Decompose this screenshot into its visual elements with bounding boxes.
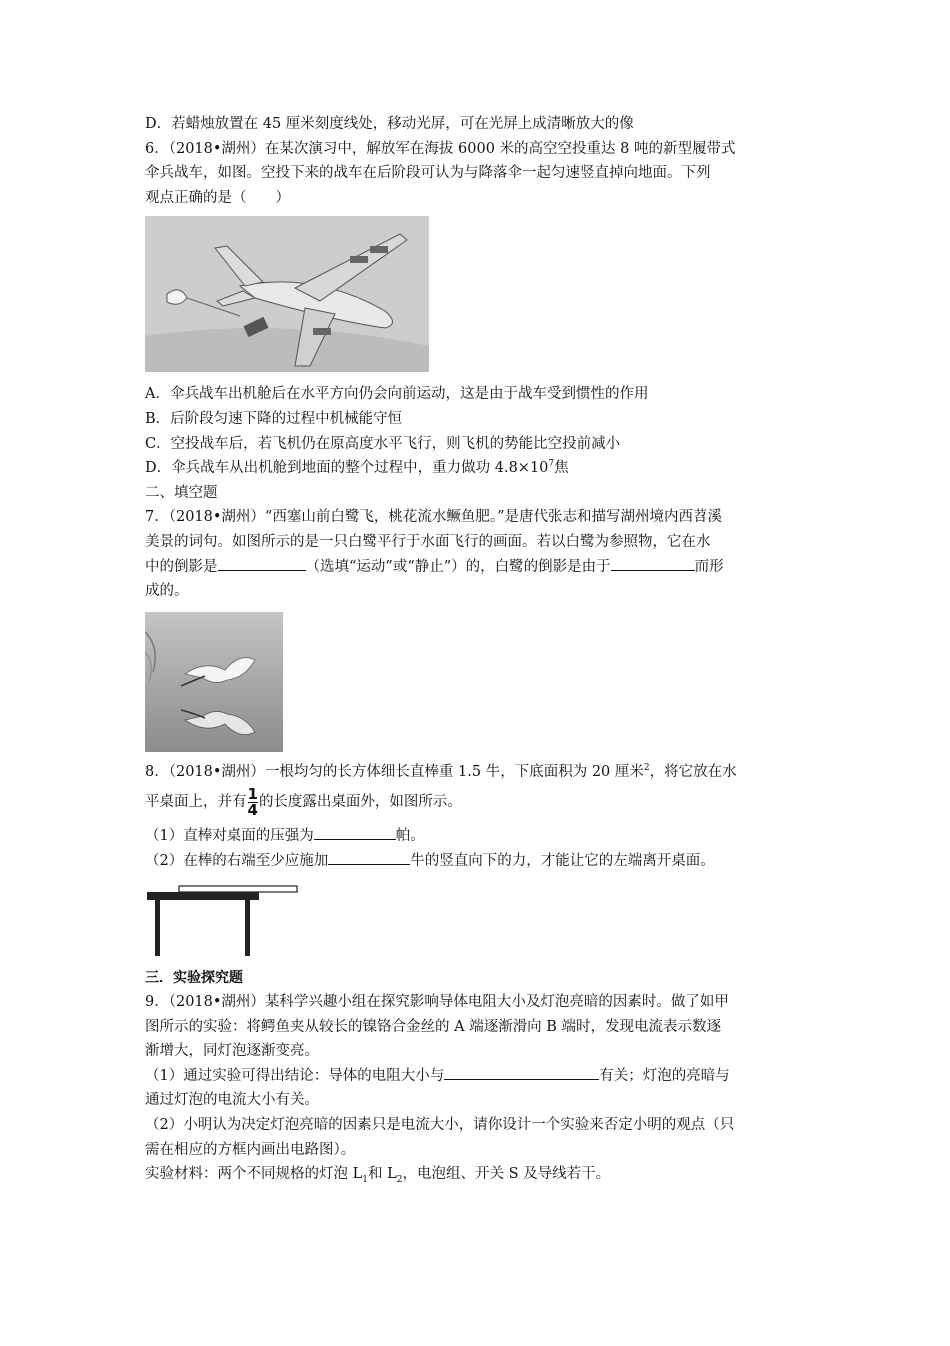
q9-stem-line3: 渐增大，同灯泡逐渐变亮。 bbox=[145, 1043, 319, 1060]
q9-stem-line2: 图所示的实验：将鳄鱼夹从较长的镍铬合金丝的 A 端逐渐滑向 B 端时，发现电流表示数逐 bbox=[145, 1018, 722, 1035]
q6-stem-line3: 观点正确的是（ ） bbox=[145, 189, 290, 206]
q6-option-b: B．后阶段匀速下降的过程中机械能守恒 bbox=[145, 410, 403, 427]
egret-illustration bbox=[145, 612, 283, 752]
airdrop-plane-photo bbox=[145, 216, 429, 372]
table-illustration bbox=[145, 884, 300, 958]
q5-option-d: D．若蜡烛放置在 45 厘米刻度线处，移动光屏，可在光屏上成清晰放大的像 bbox=[145, 116, 634, 132]
table-rod-diagram bbox=[145, 884, 300, 958]
q9-materials: 实验材料：两个不同规格的灯泡 $L_1$和 $L_2$，电泡组、开关 S 及导线若干。 bbox=[145, 1166, 611, 1186]
q7-stem-line2: 美景的词句。如图所示的是一只白鹭平行于水面飞行的画面。若以白鹭为参照物，它在水 bbox=[145, 533, 711, 550]
egret-photo bbox=[145, 612, 283, 752]
section-experiment: 三．实验探究题 bbox=[145, 969, 243, 986]
q6-stem-line1: 6．（2018•湖州）在某次演习中，解放军在海拔 6000 米的高空空投重达 8 吨的新型履带式 bbox=[145, 140, 736, 157]
q6-option-a: A．伞兵战车出机舱后在水平方向仍会向前运动，这是由于战车受到惯性的作用 bbox=[145, 386, 649, 403]
q9-sub2-line1: （2）小明认为决定灯泡亮暗的因素只是电流大小，请你设计一个实验来否定小明的观点（只 bbox=[145, 1117, 735, 1134]
q6-option-d: D．伞兵战车从出机舱到地面的整个过程中，重力做功 $4.8\times 10^7$焦 bbox=[145, 459, 569, 477]
q7-blank-1[interactable] bbox=[218, 556, 306, 571]
q8-sub1: （1）直棒对桌面的压强为 帕。 bbox=[145, 824, 810, 849]
q8-stem-line1: 8．（2018•湖州）一根均匀的长方体细长直棒重 1.5 牛，下底面积为 20 厘米$^2$，将它放在水 bbox=[145, 762, 737, 780]
q9-sub1-line1: （1）通过实验可得出结论：导体的电阻大小与 有关；灯泡的亮暗与 bbox=[145, 1064, 810, 1089]
q8-blank-1[interactable] bbox=[314, 825, 396, 840]
section-fill-in: 二、填空题 bbox=[145, 484, 218, 501]
plane-illustration bbox=[145, 216, 429, 372]
q8-blank-2[interactable] bbox=[328, 850, 410, 865]
q7-stem-line4: 成的。 bbox=[145, 583, 189, 600]
q9-stem-line1: 9．（2018•湖州）某科学兴趣小组在探究影响导体电阻大小及灯泡亮暗的因素时。做了如甲 bbox=[145, 994, 729, 1011]
q9-sub1-line2: 通过灯泡的电流大小有关。 bbox=[145, 1092, 319, 1109]
q9-sub2-line2: 需在相应的方框内画出电路图）。 bbox=[145, 1141, 356, 1158]
q6-stem-line2: 伞兵战车，如图。空投下来的战车在后阶段可认为与降落伞一起匀速竖直掉向地面。下列 bbox=[145, 165, 711, 182]
q7-stem-line3: 中的倒影是 （选填“运动”或“静止”）的，白鹭的倒影是由于 而形 bbox=[145, 555, 810, 580]
one-quarter-fraction: $\frac{1}{4}$ bbox=[247, 784, 258, 819]
q8-sub2: （2）在棒的右端至少应施加 牛的竖直向下的力，才能让它的左端离开桌面。 bbox=[145, 849, 810, 874]
q7-blank-2[interactable] bbox=[611, 556, 695, 571]
q8-stem-line2: 平桌面上，并有 $\frac{1}{4}$ 的长度露出桌面外，如图所示。 bbox=[145, 784, 462, 819]
q6-option-c: C．空投战车后，若飞机仍在原高度水平飞行，则飞机的势能比空投前减小 bbox=[145, 435, 621, 452]
document-body bbox=[145, 112, 810, 1187]
q7-stem-line1: 7．（2018•湖州）“西塞山前白鹭飞，桃花流水鳜鱼肥。”是唐代张志和描写湖州境内西苕溪 bbox=[145, 509, 723, 526]
q9-blank-1[interactable] bbox=[444, 1065, 599, 1080]
